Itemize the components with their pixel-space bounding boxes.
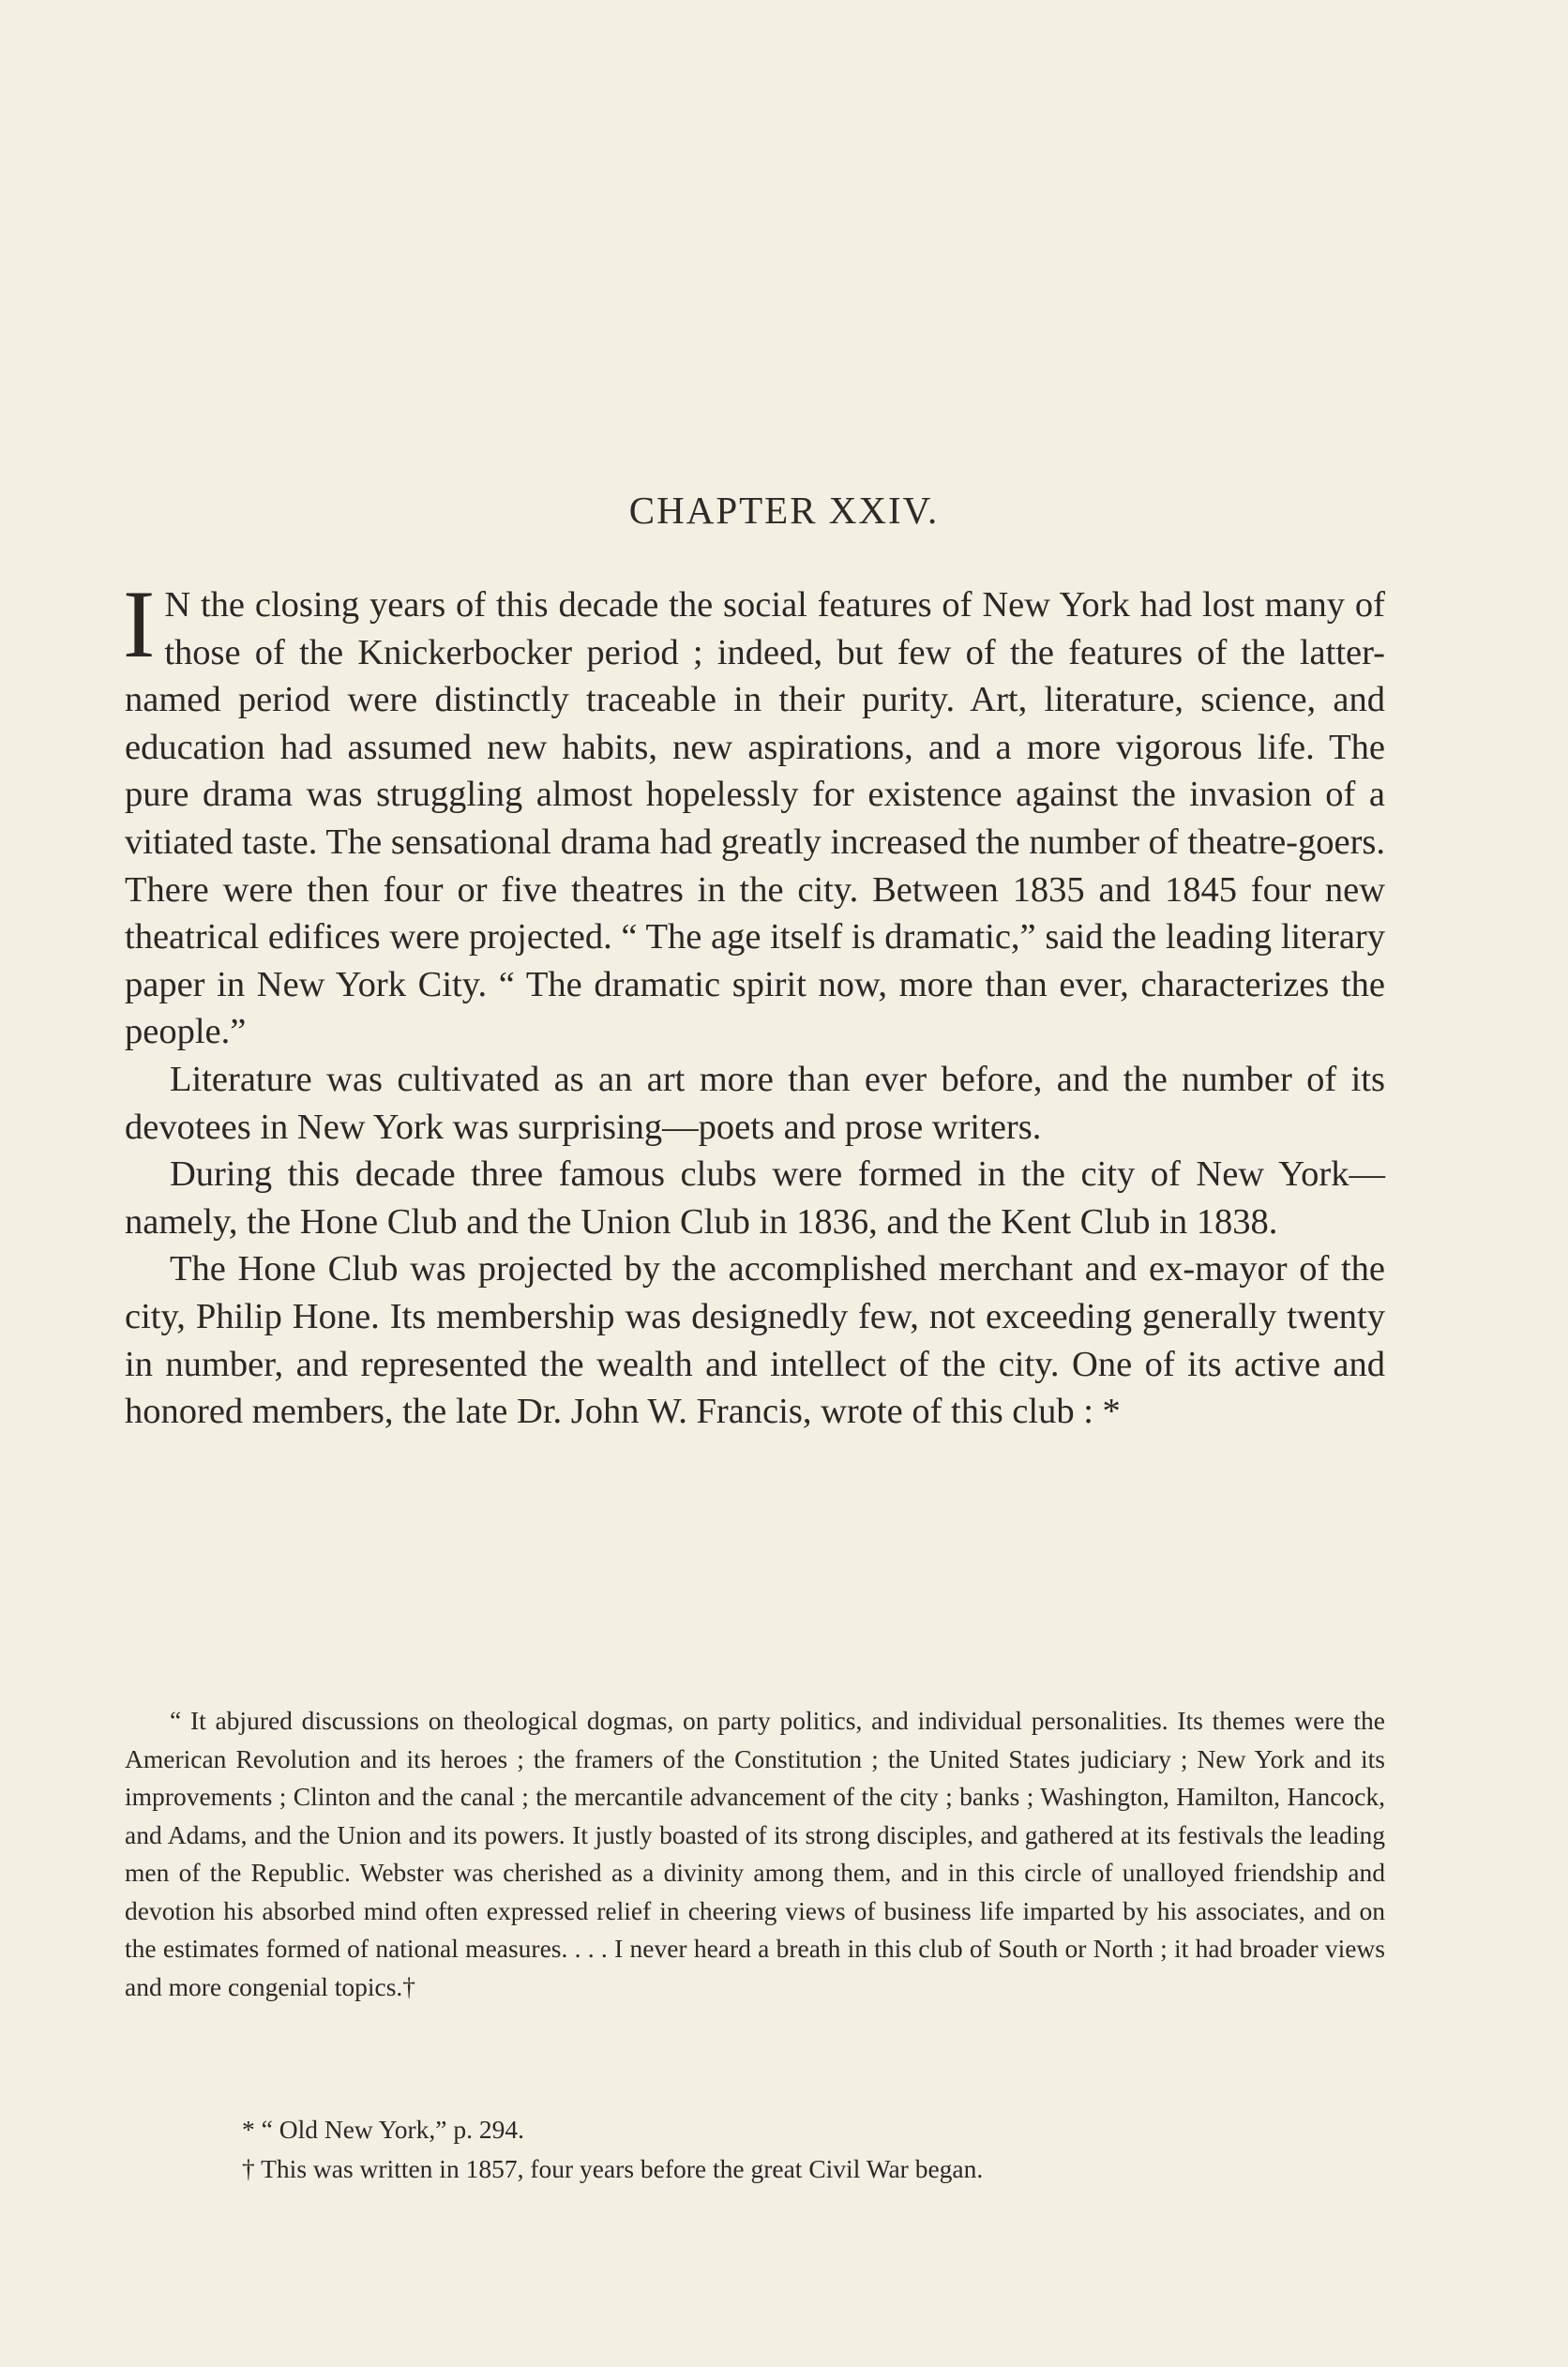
footnote-2: † This was written in 1857, four years before the great Civil War began. xyxy=(242,2154,984,2183)
paragraph-3: During this decade three famous clubs were formed in the city of New York—namely, the Hone Club and the Union Club in 1836, and the Kent Club in 1838. xyxy=(125,1154,1385,1242)
drop-cap: I xyxy=(123,571,156,678)
footnotes xyxy=(242,2110,1367,2189)
paragraph-4: The Hone Club was projected by the accomplished merchant and ex-mayor of the city, Philip Hone. Its membership was designedly few, not exceeding generally twenty in number, and represented the wealth and intellect of the city. One of its active and honored members, the late Dr. John W. Francis, wrote of this club : * xyxy=(125,1249,1385,1432)
paragraph-1-text: N the closing years of this decade the social features of New York had lost many of those of the Knickerbocker period ; indeed, but few of the features of the latter-named period were distinctly traceable in their purity. Art, literature, science, and education had assumed new habits, new aspirations, and a more vigorous life. The pure drama was struggling almost hopelessly for existence against the invasion of a vitiated taste. The sensational drama had greatly increased the number of theatre-goers. There were then four or five theatres in the city. Between 1835 and 1845 four new theatrical edifices were projected. “ The age itself is dramatic,” said the leading literary paper in New York City. “ The dramatic spirit now, more than ever, characterizes the people.” xyxy=(125,585,1385,1052)
paragraph-1 xyxy=(123,571,1385,1056)
paragraph-2: Literature was cultivated as an art more than ever before, and the number of its devotees in New York was surprising—poets and prose writers. xyxy=(125,1059,1385,1147)
footnote-1: * “ Old New York,” p. 294. xyxy=(242,2115,524,2144)
chapter-title: CHAPTER XXIV. xyxy=(628,489,940,532)
block-quote xyxy=(125,1702,1385,2006)
body-text xyxy=(123,571,1385,1436)
quote-text: “ It abjured discussions on theological dogmas, on party politics, and individual personalities. Its themes were the American Revolution and its heroes ; the framers of the Constitution ; the United States judiciary ; New York and its improvements ; Clinton and the canal ; the mercantile advancement of the city ; banks ; Washington, Hamilton, Hancock, and Adams, and the Union and its powers. It justly boasted of its strong disciples, and gathered at its festivals the leading men of the Republic. Webster was cherished as a divinity among them, and in this circle of unalloyed friendship and devotion his absorbed mind often expressed relief in cheering views of business life imparted by his associates, and on the estimates formed of national measures. . . . I never heard a breath in this club of South or North ; it had broader views and more congenial topics.† xyxy=(125,1706,1385,2001)
